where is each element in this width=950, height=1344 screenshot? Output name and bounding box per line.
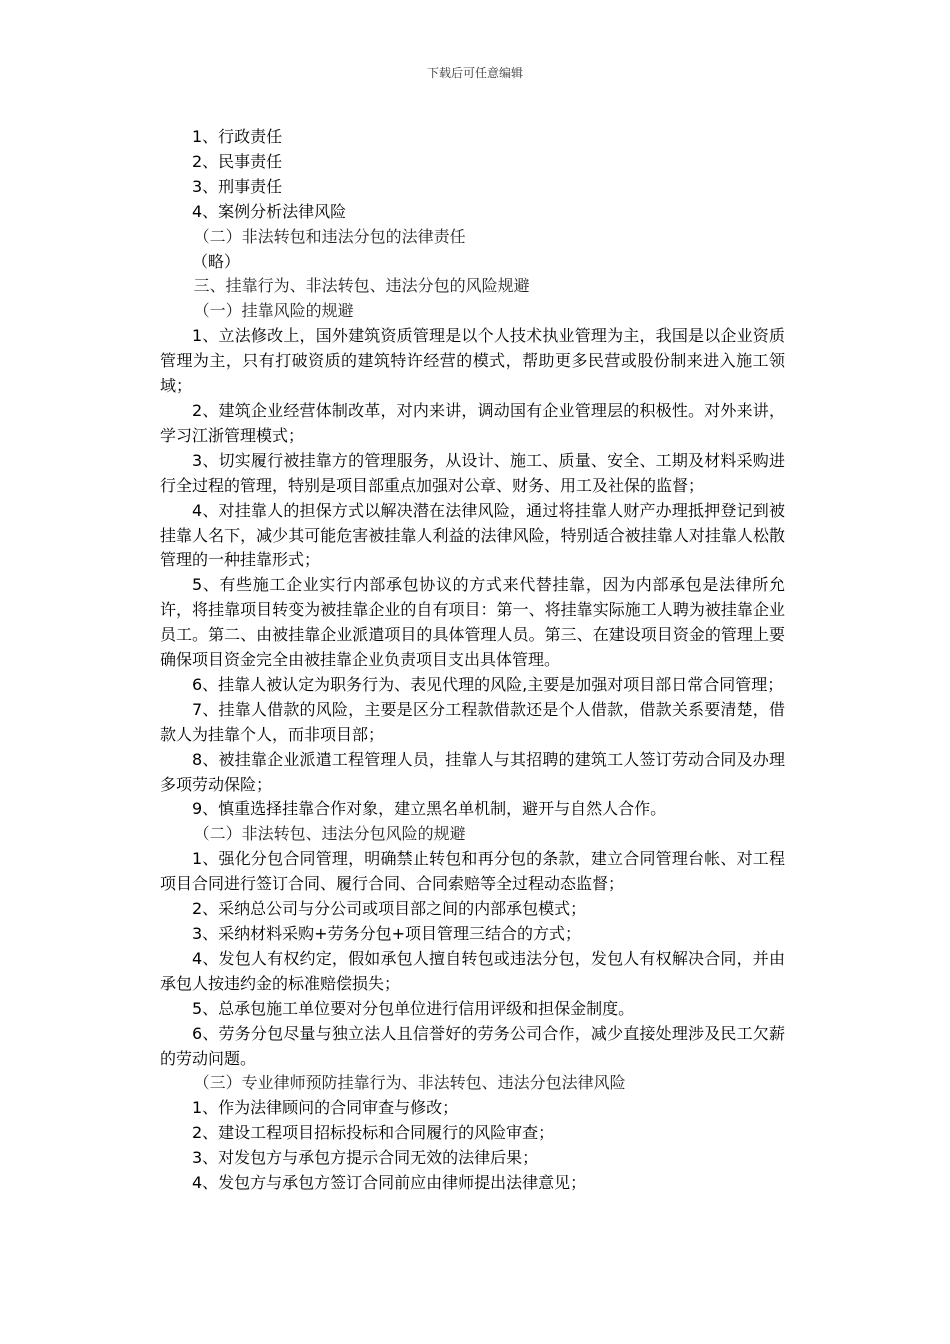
list-item: 4、对挂靠人的担保方式以解决潜在法律风险，通过将挂靠人财产办理抵押登记到被挂靠人名下，减少其可能危害被挂靠人利益的法律风险，特别适合被挂靠人对挂靠人松散管理的一种挂靠形式；	[160, 500, 785, 570]
section-heading: （三）专业律师预防挂靠行为、非法转包、违法分包法律风险	[193, 1073, 626, 1093]
list-item: 4、案例分析法律风险	[192, 201, 347, 221]
section-heading: （二）非法转包和违法分包的法律责任	[193, 226, 466, 246]
section-heading: （一）挂靠风险的规避	[193, 301, 354, 321]
list-item: 3、刑事责任	[192, 176, 283, 196]
document-body	[160, 125, 785, 1196]
list-item: 3、采纳材料采购+劳务分包+项目管理三结合的方式；	[192, 924, 581, 943]
list-item: 5、总承包施工单位要对分包单位进行信用评级和担保金制度。	[192, 998, 635, 1018]
list-item: 8、被挂靠企业派遣工程管理人员，挂靠人与其招聘的建筑工人签订劳动合同及办理多项劳动保险；	[160, 749, 785, 794]
list-item: 6、挂靠人被认定为职务行为、表见代理的风险,主要是加强对项目部日常合同管理；	[192, 674, 784, 694]
list-item: 6、劳务分包尽量与独立法人且信誉好的劳务公司合作，减少直接处理涉及民工欠薪的劳动问题。	[160, 1023, 785, 1068]
list-item: 4、发包方与承包方签订合同前应由律师提出法律意见；	[192, 1173, 587, 1193]
list-item: 3、切实履行被挂靠方的管理服务，从设计、施工、质量、安全、工期及材料采购进行全过程的管理，特别是项目部重点加强对公章、财务、用工及社保的监督；	[160, 450, 785, 495]
list-item: 1、行政责任	[192, 127, 283, 146]
list-item: 1、强化分包合同管理，明确禁止转包和再分包的条款，建立合同管理台帐、对工程项目合同进行签订合同、履行合同、合同索赔等全过程动态监督；	[160, 849, 785, 894]
section-heading: （二）非法转包、违法分包风险的规避	[193, 824, 466, 844]
list-item: 1、作为法律顾问的合同审查与修改；	[192, 1098, 459, 1118]
list-item: 1、立法修改上，国外建筑资质管理是以个人技术执业管理为主，我国是以企业资质管理为主，只有打破资质的建筑特许经营的模式，帮助更多民营或股份制来进入施工领域；	[160, 326, 785, 396]
list-item: 2、民事责任	[192, 151, 283, 171]
list-item: 2、采纳总公司与分公司或项目部之间的内部承包模式；	[192, 899, 587, 919]
page-header: 下载后可任意编辑	[426, 66, 523, 80]
list-item: 9、慎重选择挂靠合作对象，建立黑名单机制，避开与自然人合作。	[192, 799, 667, 819]
list-item: 2、建设工程项目招标投标和合同履行的风险审查；	[192, 1123, 555, 1143]
list-item: （略）	[192, 251, 241, 271]
list-item: 3、对发包方与承包方提示合同无效的法律后果；	[192, 1148, 539, 1168]
list-item: 7、挂靠人借款的风险，主要是区分工程款借款还是个人借款，借款关系要清楚，借款人为挂靠个人，而非项目部；	[160, 699, 785, 744]
list-item: 5、有些施工企业实行内部承包协议的方式来代替挂靠，因为内部承包是法律所允许，将挂靠项目转变为被挂靠企业的自有项目：第一、将挂靠实际施工人聘为被挂靠企业员工。第二、由被挂靠企业派遣项目的具体管理人员。第三、在建设项目资金的管理上要确保项目资金完全由被挂靠企业负责项目支出具体管理。	[160, 575, 785, 670]
list-item: 4、发包人有权约定，假如承包人擅自转包或违法分包，发包人有权解决合同，并由承包人按违约金的标准赔偿损失；	[160, 948, 785, 993]
section-heading: 三、挂靠行为、非法转包、违法分包的风险规避	[193, 276, 530, 296]
list-item: 2、建筑企业经营体制改革，对内来讲，调动国有企业管理层的积极性。对外来讲，学习江浙管理模式；	[160, 400, 785, 445]
